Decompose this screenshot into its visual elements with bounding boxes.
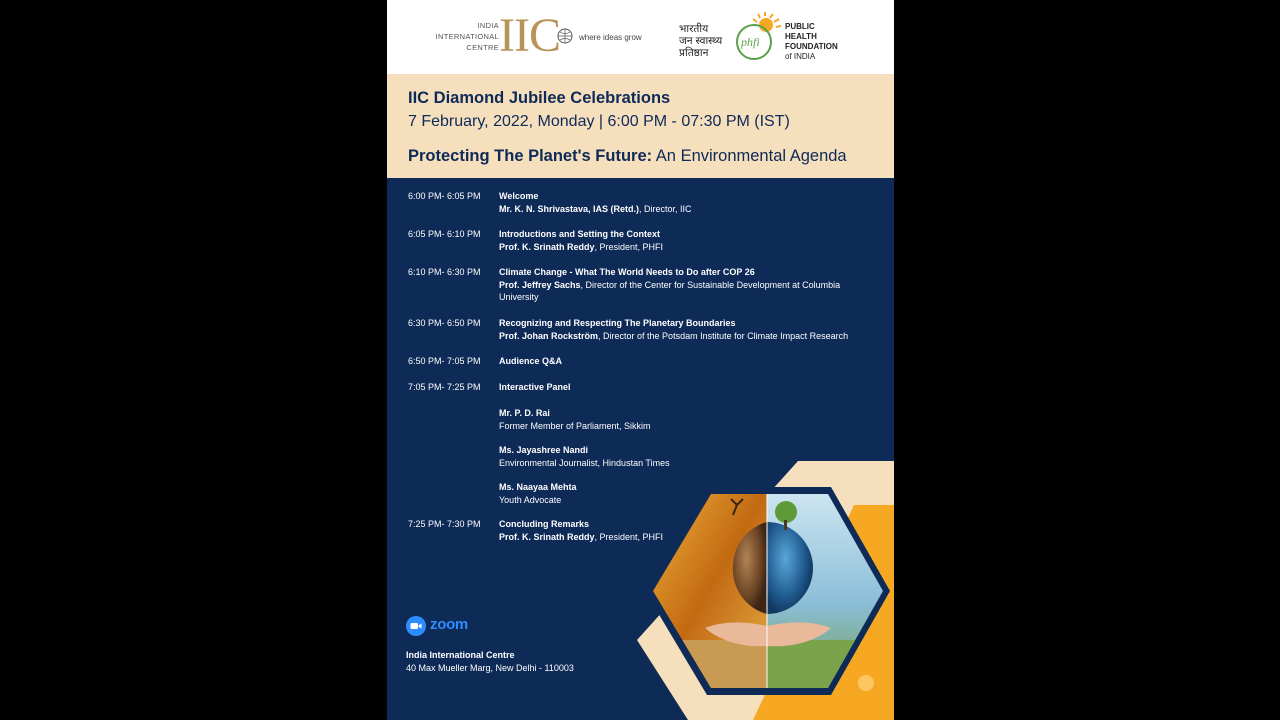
venue	[406, 649, 574, 674]
agenda	[408, 190, 878, 544]
panelist-role: Environmental Journalist, Hindustan Times	[499, 457, 670, 468]
agenda-title: Recognizing and Respecting The Planetary Boundaries	[499, 318, 736, 328]
agenda-row	[408, 190, 878, 228]
speaker-role: , Director of the Potsdam Institute for Climate Impact Research	[598, 330, 849, 341]
venue-name: India International Centre	[406, 650, 515, 660]
speaker-name: Prof. Johan Rockström	[499, 330, 599, 341]
venue-address: 40 Max Mueller Marg, New Delhi - 110003	[406, 662, 574, 673]
agenda-row	[408, 317, 878, 355]
iic-wordmark-small: INDIA INTERNATIONAL CENTRE	[435, 21, 499, 52]
zoom-wordmark: zoom	[430, 616, 468, 633]
iic-logo: IIC	[499, 9, 560, 62]
panelist-role: Former Member of Parliament, Sikkim	[499, 420, 651, 431]
agenda-row	[408, 381, 878, 407]
agenda-row	[408, 518, 878, 544]
event-poster	[387, 0, 894, 720]
speaker-role: , Director of the Center for Sustainable Development at Columbia University	[499, 279, 841, 302]
agenda-time: 6:05 PM- 6:10 PM	[408, 229, 481, 239]
panelist	[408, 481, 878, 518]
panelist	[408, 407, 878, 444]
agenda-time: 6:00 PM- 6:05 PM	[408, 191, 481, 201]
event-title: Protecting The Planet's Future: An Environmental Agenda	[408, 147, 847, 165]
iic-tagline: where ideas grow	[579, 33, 642, 42]
agenda-title: Audience Q&A	[499, 356, 563, 366]
speaker-name: Prof. Jeffrey Sachs	[499, 279, 581, 290]
agenda-time: 7:05 PM- 7:25 PM	[408, 382, 481, 392]
agenda-row	[408, 355, 878, 381]
agenda-row	[408, 228, 878, 266]
agenda-title: Climate Change - What The World Needs to Do after COP 26	[499, 267, 755, 277]
agenda-time: 6:10 PM- 6:30 PM	[408, 267, 481, 277]
speaker-name: Prof. K. Srinath Reddy	[499, 531, 595, 542]
speaker-role: , Director, IIC	[639, 203, 692, 214]
phfi-mark-text: phfi	[741, 35, 760, 49]
speaker-name: Mr. K. N. Shrivastava, IAS (Retd.)	[499, 203, 640, 214]
phfi-hindi-name: भारतीय जन स्वास्थ्य प्रतिष्ठान	[679, 23, 723, 59]
agenda-title: Interactive Panel	[499, 382, 571, 392]
event-series: IIC Diamond Jubilee Celebrations	[408, 89, 671, 107]
speaker-role: , President, PHFI	[594, 531, 664, 542]
event-datetime: 7 February, 2022, Monday | 6:00 PM - 07:30 PM (IST)	[408, 113, 790, 130]
agenda-title: Introductions and Setting the Context	[499, 229, 660, 239]
phfi-english-name: PUBLIC HEALTH FOUNDATION of INDIA	[785, 22, 838, 61]
panelist	[408, 444, 878, 481]
panelist-role: Youth Advocate	[499, 494, 562, 505]
agenda-title: Welcome	[499, 191, 539, 201]
panelist-name: Mr. P. D. Rai	[499, 408, 550, 418]
agenda-time: 7:25 PM- 7:30 PM	[408, 519, 481, 529]
agenda-row	[408, 266, 878, 317]
speaker-role: , President, PHFI	[594, 241, 664, 252]
panelist-name: Ms. Naayaa Mehta	[499, 482, 577, 492]
speaker-name: Prof. K. Srinath Reddy	[499, 241, 595, 252]
agenda-title: Concluding Remarks	[499, 519, 590, 529]
video-camera-icon	[406, 616, 426, 636]
panelist-name: Ms. Jayashree Nandi	[499, 445, 589, 455]
agenda-time: 6:30 PM- 6:50 PM	[408, 318, 481, 328]
agenda-time: 6:50 PM- 7:05 PM	[408, 356, 481, 366]
